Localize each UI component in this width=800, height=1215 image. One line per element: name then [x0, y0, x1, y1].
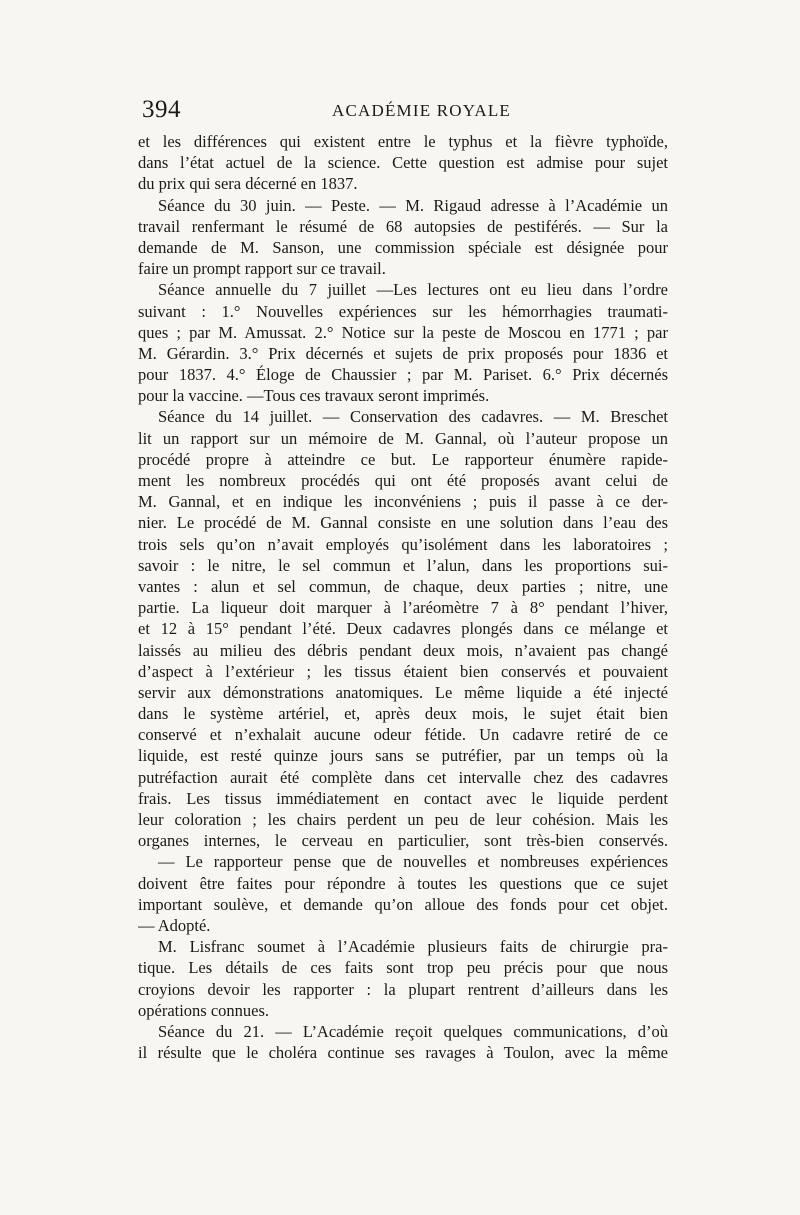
text-line: suivant : 1.° Nouvelles expériences sur les hémorrhagies traumati- — [138, 301, 668, 321]
running-head: ACADÉMIE ROYALE — [332, 101, 512, 120]
text-line: Séance du 21. — L’Académie reçoit quelques communications, d’où — [158, 1021, 668, 1041]
text-line: frais. Les tissus immédiatement en contact avec le liquide perdent — [138, 788, 668, 808]
text-line: M. Gannal, et en indique les inconvéniens ; puis il passe à ce der- — [138, 492, 668, 512]
text-line: partie. La liqueur doit marquer à l’aréomètre 7 à 8° pendant l’hiver, — [138, 598, 668, 618]
text-line: pour la vaccine. —Tous ces travaux seront imprimés. — [138, 386, 490, 406]
text-line: croyions devoir les rapporter : la plupart rentrent d’ailleurs dans les — [138, 979, 668, 999]
text-line: Séance du 14 juillet. — Conservation des cadavres. — M. Breschet — [158, 407, 668, 427]
text-line: organes internes, le cerveau en particulier, sont très-bien conservés. — [138, 831, 668, 851]
text-line: important soulève, et demande qu’on alloue des fonds pour cet objet. — [138, 894, 668, 914]
body-text — [138, 131, 668, 1063]
text-line: procédé propre à atteindre ce but. Le rapporteur énumère rapide- — [138, 449, 668, 469]
text-line: savoir : le nitre, le sel commun et l’alun, dans les proportions sui- — [138, 555, 668, 575]
text-line: putréfaction aurait été complète dans cet intervalle chez des cadavres — [138, 767, 668, 787]
text-line: Séance annuelle du 7 juillet —Les lectures ont eu lieu dans l’ordre — [158, 280, 668, 300]
text-line: et 12 à 15° pendant l’été. Deux cadavres plongés dans ce mélange et — [138, 619, 668, 639]
text-line: demande de M. Sanson, une commission spéciale est désignée pour — [138, 237, 668, 257]
text-line: M. Gérardin. 3.° Prix décernés et sujets de prix proposés pour 1836 et — [138, 343, 668, 363]
text-line: M. Lisfranc soumet à l’Académie plusieurs faits de chirurgie pra- — [158, 937, 668, 957]
text-line: travail renfermant le résumé de 68 autopsies de pestiférés. — Sur la — [138, 216, 668, 236]
page-header — [142, 96, 672, 130]
text-line: leur coloration ; les chairs perdent un peu de leur cohésion. Mais les — [138, 810, 668, 829]
text-line: faire un prompt rapport sur ce travail. — [138, 259, 386, 279]
text-line: — Adopté. — [138, 915, 211, 935]
text-line: tique. Les détails de ces faits sont trop peu précis pour que nous — [138, 958, 668, 978]
text-line: et les différences qui existent entre le typhus et la fièvre typhoïde, — [138, 132, 668, 151]
text-line: d’aspect à l’extérieur ; les tissus étaient bien conservés et pouvaient — [138, 661, 668, 681]
text-line: doivent être faites pour répondre à toutes les questions que ce sujet — [138, 873, 668, 893]
text-line: dans le système artériel, et, après deux mois, le sujet était bien — [138, 704, 668, 724]
text-line: pour 1837. 4.° Éloge de Chaussier ; par M. Pariset. 6.° Prix décernés — [138, 365, 668, 385]
text-line: du prix qui sera décerné en 1837. — [138, 174, 358, 194]
text-line: servir aux démonstrations anatomiques. Le même liquide a été injecté — [138, 682, 668, 702]
page-number: 394 — [142, 96, 181, 123]
text-line: il résulte que le choléra continue ses ravages à Toulon, avec la même — [138, 1043, 668, 1063]
text-line: dans l’état actuel de la science. Cette question est admise pour sujet — [138, 153, 668, 173]
text-line: ment les nombreux procédés qui ont été proposés avant celui de — [138, 471, 668, 490]
text-line: trois sels qu’on n’avait employés qu’isolément dans les laboratoires ; — [138, 534, 668, 554]
text-line: liquide, est resté quinze jours sans se putréfier, par un temps où la — [138, 746, 668, 766]
text-line: Séance du 30 juin. — Peste. — M. Rigaud adresse à l’Académie un — [158, 195, 668, 215]
text-line: vantes : alun et sel commun, de chaque, deux parties ; nitre, une — [138, 576, 668, 596]
text-line: conservé et n’exhalait aucune odeur fétide. Un cadavre retiré de ce — [138, 725, 668, 745]
text-line: laissés au milieu des débris pendant deux mois, n’avaient pas changé — [138, 640, 668, 660]
text-line: — Le rapporteur pense que de nouvelles et nombreuses expériences — [158, 852, 668, 872]
text-line: lit un rapport sur un mémoire de M. Gannal, où l’auteur propose un — [138, 428, 668, 448]
text-line: opérations connues. — [138, 1000, 270, 1020]
text-line: ques ; par M. Amussat. 2.° Notice sur la peste de Moscou en 1771 ; par — [138, 322, 668, 342]
text-line: nier. Le procédé de M. Gannal consiste en une solution dans l’eau des — [138, 513, 668, 533]
